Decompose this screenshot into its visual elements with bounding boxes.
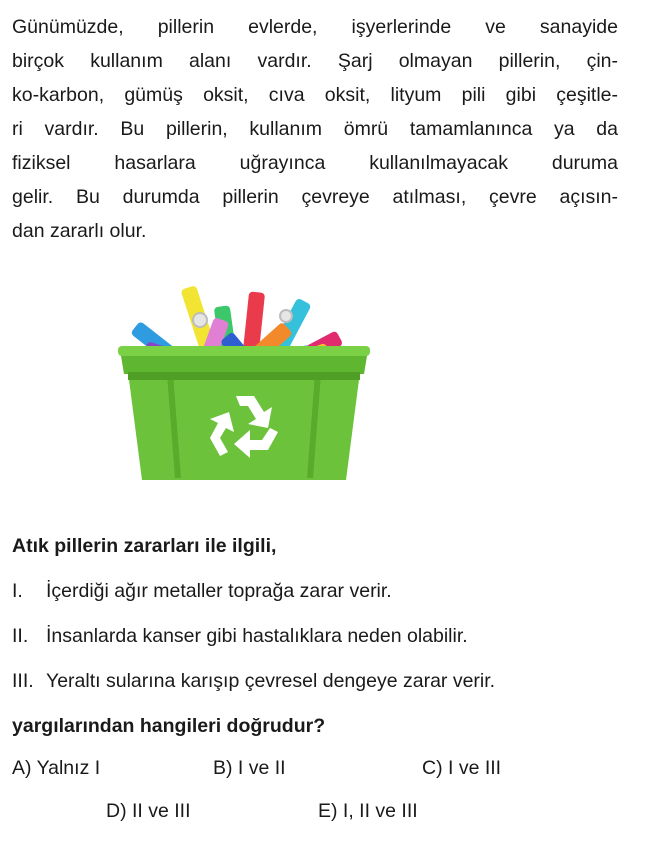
statement-text: Yeraltı sularına karışıp çevresel dengeye zarar verir.	[46, 670, 496, 692]
statement-number: I.	[12, 580, 23, 602]
option-c[interactable]: C) I ve III	[422, 757, 502, 779]
option-a[interactable]: A) Yalnız I	[12, 757, 101, 779]
recycling-bin-icon	[108, 278, 380, 484]
statement-2	[12, 625, 468, 648]
question-stem: Atık pillerin zararları ile ilgili,	[12, 535, 277, 557]
passage-line: dan zararlı olur.	[12, 220, 147, 242]
statement-number: III.	[12, 670, 34, 692]
passage-line: gelir. Bu durumda pillerin çevreye atılması, çevre açısın-	[12, 186, 618, 208]
statement-3	[12, 670, 495, 693]
passage	[12, 10, 618, 248]
statement-1	[12, 580, 392, 603]
option-d[interactable]: D) II ve III	[106, 800, 191, 822]
option-e[interactable]: E) I, II ve III	[318, 800, 418, 822]
passage-line: Günümüzde, pillerin evlerde, işyerlerinde ve sanayide	[12, 16, 618, 38]
passage-line: ri vardır. Bu pillerin, kullanım ömrü tamamlanınca ya da	[12, 118, 618, 140]
statement-text: İçerdiği ağır metaller toprağa zarar verir.	[46, 580, 392, 602]
passage-line: ko-karbon, gümüş oksit, cıva oksit, lityum pili gibi çeşitle-	[12, 84, 618, 106]
passage-line: fiziksel hasarlara uğrayınca kullanılmayacak duruma	[12, 152, 618, 174]
passage-line: birçok kullanım alanı vardır. Şarj olmayan pillerin, çin-	[12, 50, 618, 72]
statement-text: İnsanlarda kanser gibi hastalıklara neden olabilir.	[46, 625, 468, 647]
option-b[interactable]: B) I ve II	[213, 757, 286, 779]
statement-number: II.	[12, 625, 29, 647]
question-prompt: yargılarından hangileri doğrudur?	[12, 715, 326, 737]
